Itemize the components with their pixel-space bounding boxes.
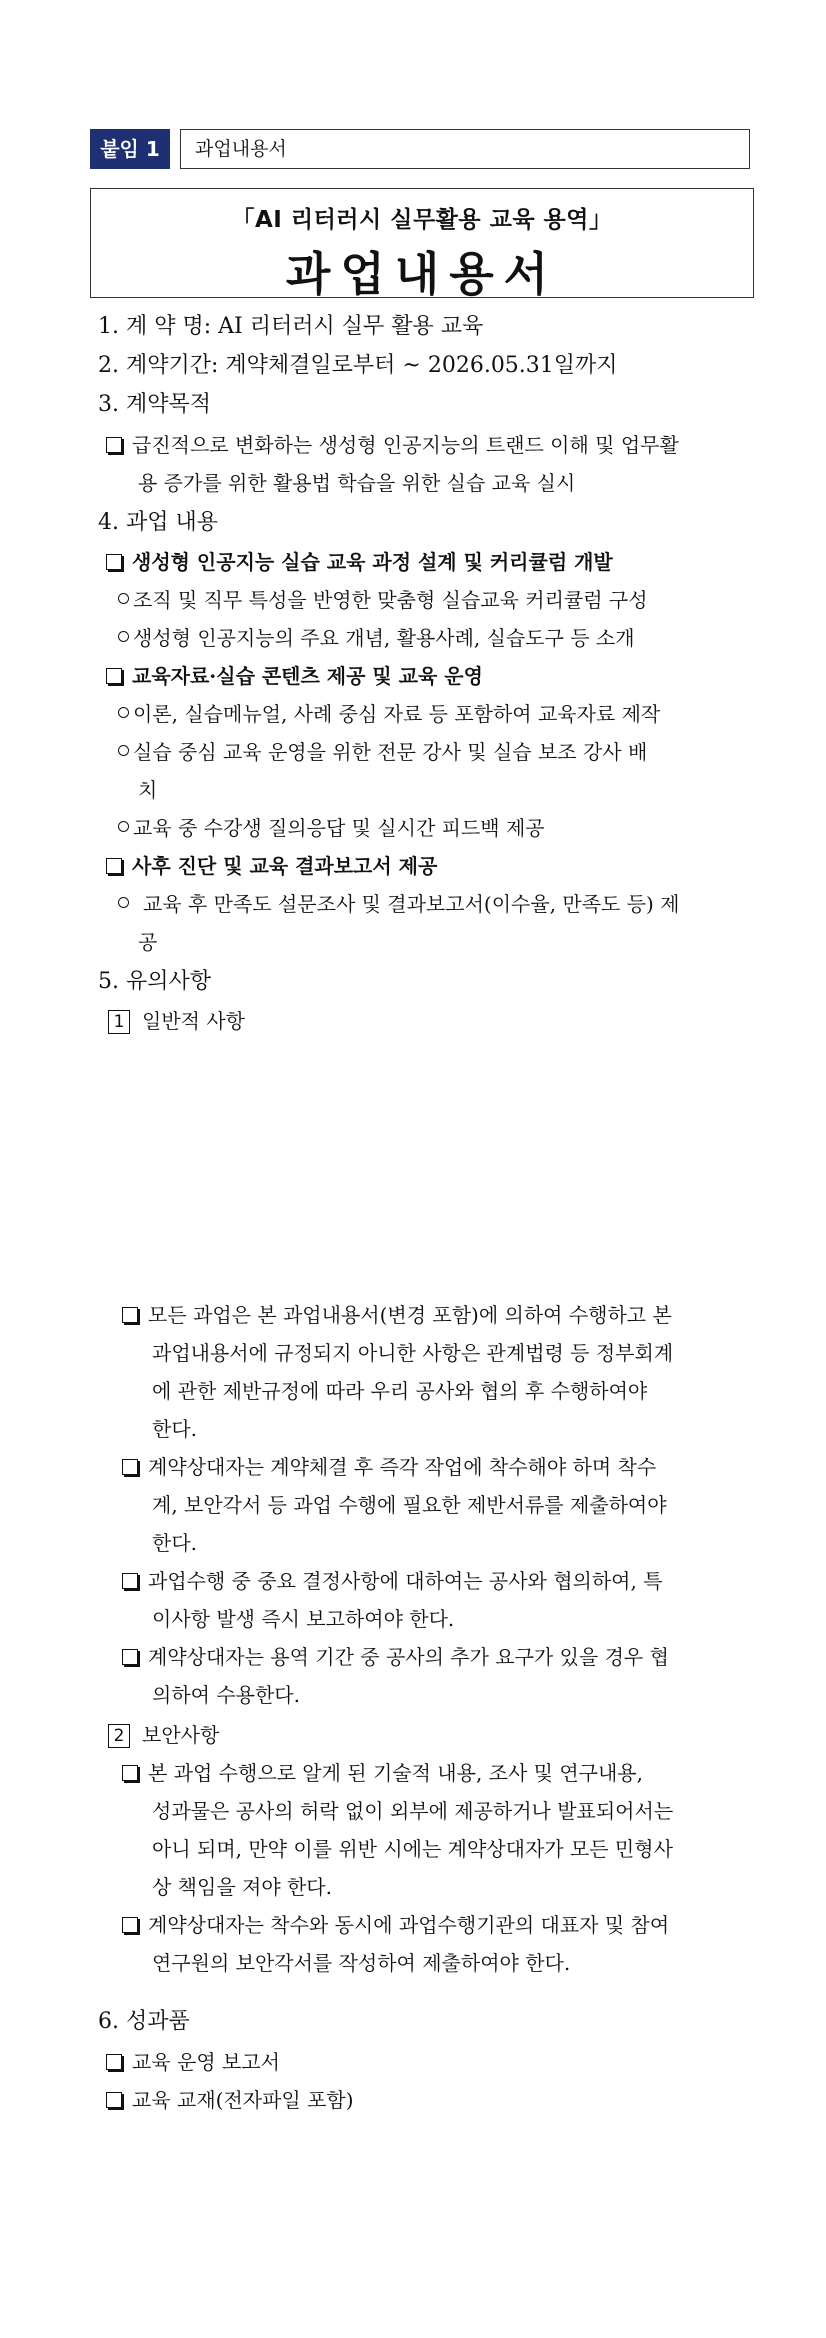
attachment-header [90, 129, 750, 169]
task-subitem-cont: 치 [138, 778, 158, 802]
task-subitem-cont: 공 [138, 930, 158, 954]
deliverable-item: 교육 교재(전자파일 포함) [106, 2085, 354, 2115]
notes-general-item: 계약상대자는 계약체결 후 즉각 작업에 착수해야 하며 착수 [122, 1452, 656, 1482]
document-title: 과업내용서 [285, 247, 559, 301]
task-item-materials: 교육자료·실습 콘텐츠 제공 및 교육 운영 [106, 661, 483, 691]
task-subitem: 조직 및 직무 특성을 반영한 맞춤형 실습교육 커리큘럼 구성 [118, 585, 648, 615]
section-contract-period: 2. 계약기간: 계약체결일로부터 ~ 2026.05.31일까지 [98, 353, 618, 378]
task-subitem: 교육 중 수강생 질의응답 및 실시간 피드백 제공 [118, 813, 545, 843]
circle-bullet-icon [118, 631, 129, 642]
square-bullet-icon [122, 1573, 138, 1589]
notes-general-item: 모든 과업은 본 과업내용서(변경 포함)에 의하여 수행하고 본 [122, 1300, 672, 1330]
section-contract-purpose: 3. 계약목적 [98, 392, 211, 417]
notes-general-item-cont: 한다. [152, 1531, 197, 1555]
task-subitem: 이론, 실습메뉴얼, 사례 중심 자료 등 포함하여 교육자료 제작 [118, 699, 660, 729]
notes-general-item-cont: 한다. [152, 1417, 197, 1441]
square-bullet-icon [106, 858, 122, 874]
notes-security-item-cont: 성과물은 공사의 허락 없이 외부에 제공하거나 발표되어서는 [152, 1799, 674, 1823]
section-task-content: 4. 과업 내용 [98, 510, 218, 535]
notes-security-heading: 2 보안사항 [108, 1720, 219, 1750]
circle-bullet-icon [118, 745, 129, 756]
square-bullet-icon [122, 1765, 138, 1781]
notes-general-item-cont: 이사항 발생 즉시 보고하여야 한다. [152, 1607, 455, 1631]
notes-general-item-cont: 계, 보안각서 등 과업 수행에 필요한 제반서류를 제출하여야 [152, 1493, 667, 1517]
square-bullet-icon [122, 1307, 138, 1323]
number-box-icon: 2 [108, 1724, 130, 1748]
square-bullet-icon [122, 1649, 138, 1665]
square-bullet-icon [106, 2092, 122, 2108]
document-subtitle: 「AI 리터러시 실무활용 교육 용역」 [231, 207, 613, 233]
task-item-curriculum: 생성형 인공지능 실습 교육 과정 설계 및 커리큘럼 개발 [106, 547, 613, 577]
notes-security-item-cont: 아니 되며, 만약 이를 위반 시에는 계약상대자가 모든 민형사 [152, 1837, 673, 1861]
purpose-item-cont: 용 증가를 위한 활용법 학습을 위한 실습 교육 실시 [138, 471, 576, 495]
task-subitem: 생성형 인공지능의 주요 개념, 활용사례, 실습도구 등 소개 [118, 623, 635, 653]
attachment-title: 과업내용서 [180, 129, 750, 169]
section-notes: 5. 유의사항 [98, 969, 211, 994]
notes-security-item: 본 과업 수행으로 알게 된 기술적 내용, 조사 및 연구내용, [122, 1758, 643, 1788]
notes-security-item: 계약상대자는 착수와 동시에 과업수행기관의 대표자 및 참여 [122, 1910, 669, 1940]
section-deliverables: 6. 성과품 [98, 2009, 190, 2034]
task-subitem: 교육 후 만족도 설문조사 및 결과보고서(이수율, 만족도 등) 제 [118, 889, 680, 919]
square-bullet-icon [122, 1917, 138, 1933]
notes-security-item-cont: 연구원의 보안각서를 작성하여 제출하여야 한다. [152, 1951, 571, 1975]
notes-general-item: 계약상대자는 용역 기간 중 공사의 추가 요구가 있을 경우 협 [122, 1642, 669, 1672]
circle-bullet-icon [118, 593, 129, 604]
section-contract-name: 1. 계 약 명: AI 리터러시 실무 활용 교육 [98, 314, 484, 339]
square-bullet-icon [106, 554, 122, 570]
deliverable-item: 교육 운영 보고서 [106, 2047, 280, 2077]
notes-general-item: 과업수행 중 중요 결정사항에 대하여는 공사와 협의하여, 특 [122, 1566, 663, 1596]
title-box [90, 188, 754, 301]
circle-bullet-icon [118, 821, 129, 832]
notes-security-item-cont: 상 책임을 져야 한다. [152, 1875, 332, 1899]
circle-bullet-icon [118, 897, 129, 908]
number-box-icon: 1 [108, 1010, 130, 1034]
circle-bullet-icon [118, 707, 129, 718]
notes-general-item-cont: 에 관한 제반규정에 따라 우리 공사와 협의 후 수행하여야 [152, 1379, 648, 1403]
notes-general-item-cont: 의하여 수용한다. [152, 1683, 300, 1707]
square-bullet-icon [122, 1459, 138, 1475]
notes-general-heading: 1 일반적 사항 [108, 1006, 245, 1036]
task-subitem: 실습 중심 교육 운영을 위한 전문 강사 및 실습 보조 강사 배 [118, 737, 647, 767]
attachment-badge: 붙임 1 [90, 129, 170, 169]
task-item-report: 사후 진단 및 교육 결과보고서 제공 [106, 851, 437, 881]
square-bullet-icon [106, 437, 122, 453]
notes-general-item-cont: 과업내용서에 규정되지 아니한 사항은 관계법령 등 정부회계 [152, 1341, 674, 1365]
square-bullet-icon [106, 2054, 122, 2070]
purpose-item: 급진적으로 변화하는 생성형 인공지능의 트랜드 이해 및 업무활 [106, 430, 679, 460]
square-bullet-icon [106, 668, 122, 684]
